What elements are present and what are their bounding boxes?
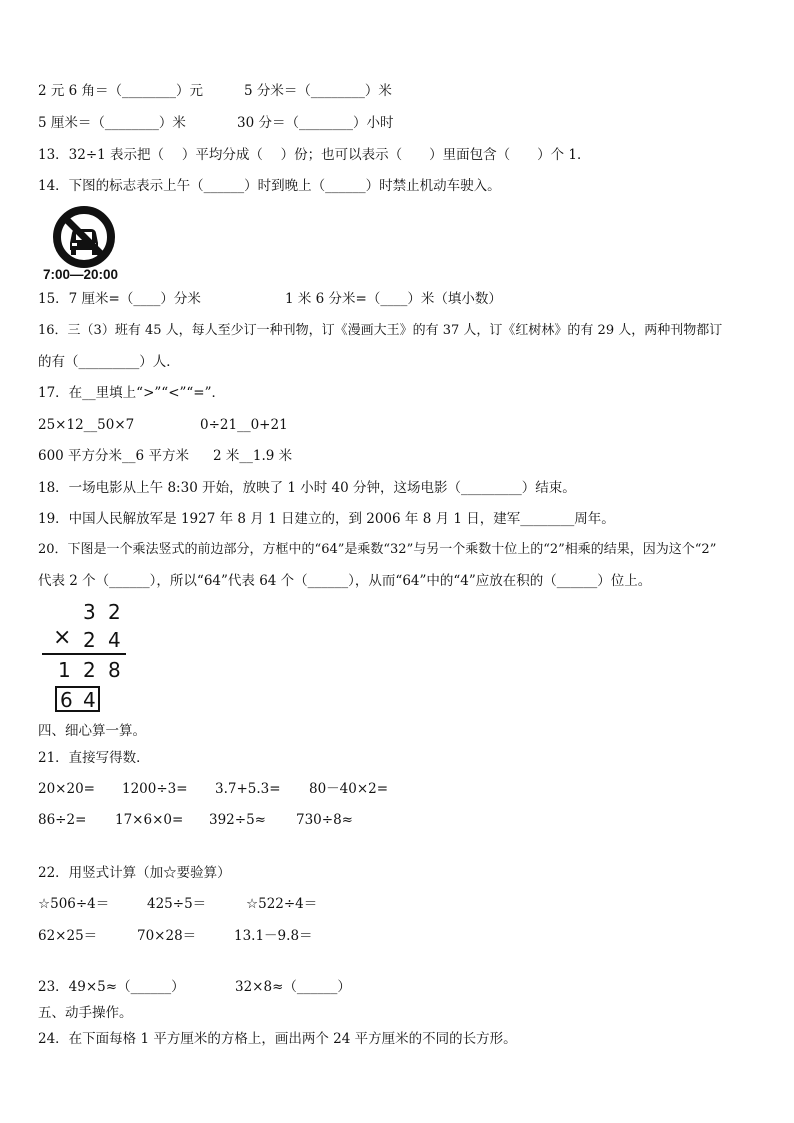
q12-part-a: 2 元 6 角＝（________）元 [38, 83, 204, 99]
sign-time-label: 7:00—20:00 [43, 267, 119, 282]
compare-4: 2 米__1.9 米 [213, 448, 293, 464]
question-21: 21．直接写得数． [38, 750, 150, 766]
vertical-calc-item: 13.1－9.8＝ [234, 928, 313, 944]
digit: 1 [58, 658, 71, 682]
question-16-line1: 16．三（3）班有 45 人，每人至少订一种刊物，订《漫画大王》的有 37 人，订《红树林》的有 29 人，两种刊物都订 [38, 323, 723, 338]
no-motor-vehicles-icon [52, 205, 116, 269]
digit: 3 [83, 600, 96, 624]
digit: 4 [83, 688, 96, 712]
compare-2: 0÷21__0+21 [200, 417, 288, 433]
compare-3: 600 平方分米__6 平方米 [38, 448, 189, 464]
question-23-a: 23．49×5≈（______） [38, 979, 185, 995]
vertical-calc-item: 425÷5＝ [147, 896, 207, 912]
calc-item: 20×20= [38, 781, 95, 797]
calc-item: 730÷8≈ [296, 812, 353, 828]
question-22: 22．用竖式计算（加☆要验算） [38, 865, 231, 881]
times-sign: × [53, 625, 72, 650]
question-15-a: 15．7 厘米=（____）分米 [38, 291, 201, 307]
calc-item: 392÷5≈ [209, 812, 266, 828]
question-24: 24．在下面每格 1 平方厘米的方格上，画出两个 24 平方厘米的不同的长方形。 [38, 1031, 517, 1047]
vertical-calc-item: 62×25＝ [38, 928, 98, 944]
q12-part-c: 5 厘米＝（________）米 [38, 115, 186, 131]
calc-item: 1200÷3= [122, 781, 188, 797]
section-5-heading: 五、动手操作。 [38, 1005, 133, 1021]
question-23-b: 32×8≈（______） [235, 979, 351, 995]
multiplication-figure [40, 598, 135, 716]
calc-item: 86÷2= [38, 812, 87, 828]
question-18: 18．一场电影从上午 8:30 开始，放映了 1 小时 40 分钟，这场电影（_________）结束。 [38, 480, 576, 496]
digit: 8 [108, 658, 121, 682]
compare-1: 25×12__50×7 [38, 417, 135, 433]
question-14: 14．下图的标志表示上午（______）时到晚上（______）时禁止机动车驶入。 [38, 178, 501, 194]
question-17: 17．在__里填上“>”“<”“=”． [38, 385, 226, 401]
calc-item: 3.7+5.3= [215, 781, 281, 797]
digit: 4 [108, 628, 121, 652]
vertical-calc-item: ☆522÷4＝ [246, 896, 318, 912]
q12-part-b: 5 分米＝（________）米 [244, 83, 392, 99]
question-20-line1: 20．下图是一个乘法竖式的前边部分，方框中的“64”是乘数“32”与另一个乘数十位上的“2”相乘的结果，因为这个“2” [38, 542, 717, 557]
question-19: 19．中国人民解放军是 1927 年 8 月 1 日建立的，到 2006 年 8 月 1 日，建军________周年。 [38, 511, 615, 527]
digit: 2 [83, 658, 96, 682]
vertical-calc-item: 70×28＝ [137, 928, 197, 944]
question-15-b: 1 米 6 分米=（____）米（填小数） [285, 291, 502, 307]
digit: 2 [108, 600, 121, 624]
rule-line [42, 653, 126, 655]
question-20-line2: 代表 2 个（______），所以“64”代表 64 个（______），从而“64”中的“4”应放在积的（______）位上。 [38, 573, 652, 589]
calc-item: 80－40×2= [309, 781, 389, 797]
vertical-calc-item: ☆506÷4＝ [38, 896, 110, 912]
digit: 2 [83, 628, 96, 652]
question-13: 13．32÷1 表示把（ ）平均分成（ ）份；也可以表示（ ）里面包含（ ）个 1． [38, 147, 591, 163]
calc-item: 17×6×0= [115, 812, 184, 828]
digit: 6 [60, 688, 73, 712]
q12-part-d: 30 分＝（________）小时 [237, 115, 394, 131]
section-4-heading: 四、细心算一算。 [38, 723, 146, 739]
question-16-line2: 的有（_________）人． [38, 354, 180, 370]
